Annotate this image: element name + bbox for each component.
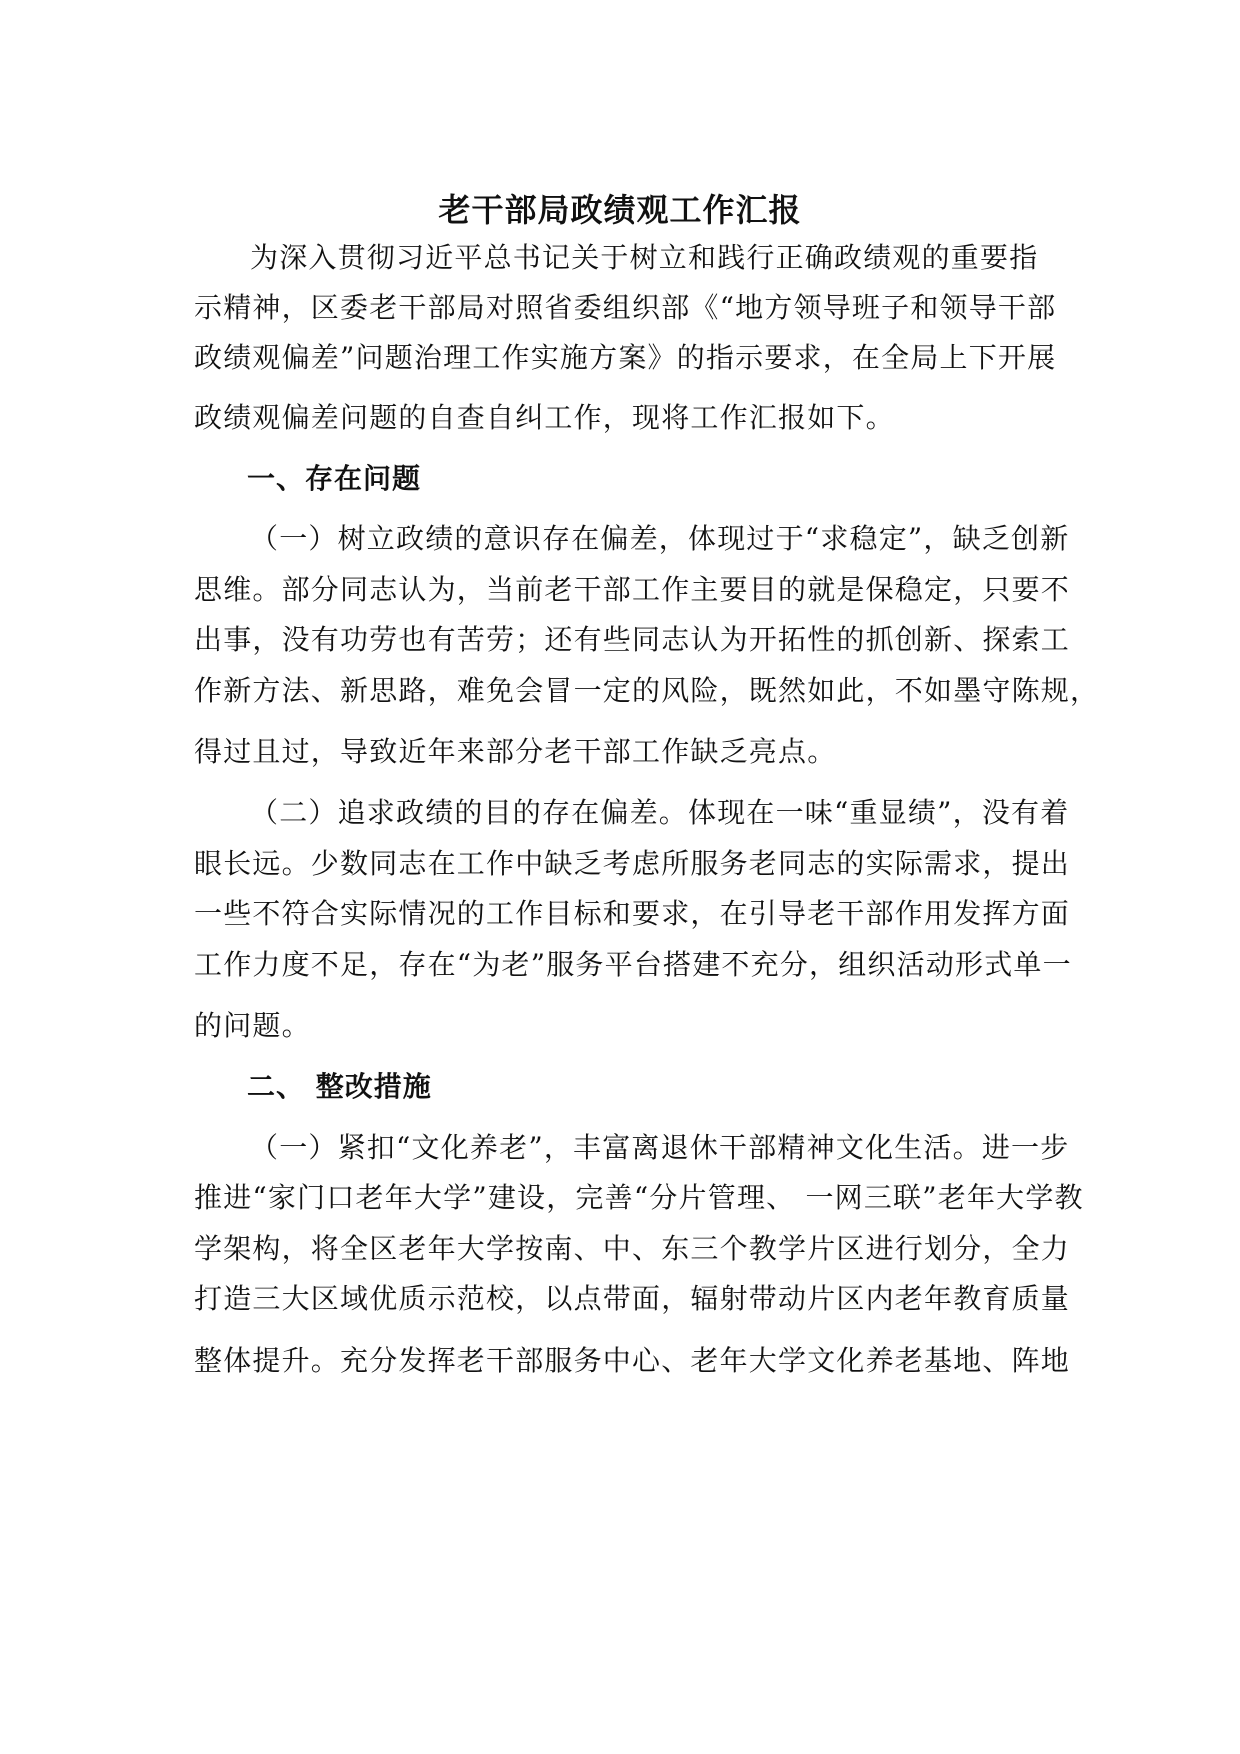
paragraph-line: 眼长远。少数同志在工作中缺乏考虑所服务老同志的实际需求，提出: [194, 847, 1071, 880]
intro-line: 政绩观偏差”问题治理工作实施方案》的指示要求，在全局上下开展: [194, 341, 1057, 374]
paragraph-line: （二）追求政绩的目的存在偏差。体现在一味“重显绩”，没有着: [250, 796, 1070, 829]
paragraph-line: 的问题。: [194, 1009, 311, 1042]
paragraph-line: 作新方法、新思路，难免会冒一定的风险，既然如此，不如墨守陈规，: [194, 674, 1100, 707]
paragraph-line: 整体提升。充分发挥老干部服务中心、老年大学文化养老基地、阵地: [194, 1344, 1071, 1377]
paragraph-line: 学架构，将全区老年大学按南、中、东三个教学片区进行划分，全力: [194, 1232, 1071, 1265]
paragraph-line: （一）紧扣“文化养老”，丰富离退休干部精神文化生活。进一步: [250, 1131, 1070, 1164]
paragraph-line: 思维。部分同志认为，当前老干部工作主要目的就是保稳定，只要不: [194, 573, 1071, 606]
paragraph-line: 一些不符合实际情况的工作目标和要求，在引导老干部作用发挥方面: [194, 897, 1071, 930]
paragraph-line: 出事，没有功劳也有苦劳；还有些同志认为开拓性的抓创新、探索工: [194, 623, 1071, 656]
intro-line: 示精神，区委老干部局对照省委组织部《“地方领导班子和领导干部: [194, 291, 1057, 324]
paragraph-line: 打造三大区域优质示范校，以点带面，辐射带动片区内老年教育质量: [194, 1282, 1071, 1315]
intro-line: 为深入贯彻习近平总书记关于树立和践行正确政绩观的重要指: [250, 241, 1039, 274]
paragraph-line: 工作力度不足，存在“为老”服务平台搭建不充分，组织活动形式单一: [194, 948, 1072, 981]
paragraph-line: 推进“家门口老年大学”建设，完善“分片管理、 一网三联”老年大学教: [194, 1181, 1084, 1214]
section-heading-measures: 二、 整改措施: [247, 1070, 432, 1103]
paragraph-line: （一）树立政绩的意识存在偏差，体现过于“求稳定”，缺乏创新: [250, 522, 1070, 555]
section-heading-problems: 一、存在问题: [247, 462, 422, 495]
document-title: 老干部局政绩观工作汇报: [438, 191, 802, 229]
intro-line: 政绩观偏差问题的自查自纠工作，现将工作汇报如下。: [194, 401, 895, 434]
paragraph-line: 得过且过，导致近年来部分老干部工作缺乏亮点。: [194, 735, 837, 768]
